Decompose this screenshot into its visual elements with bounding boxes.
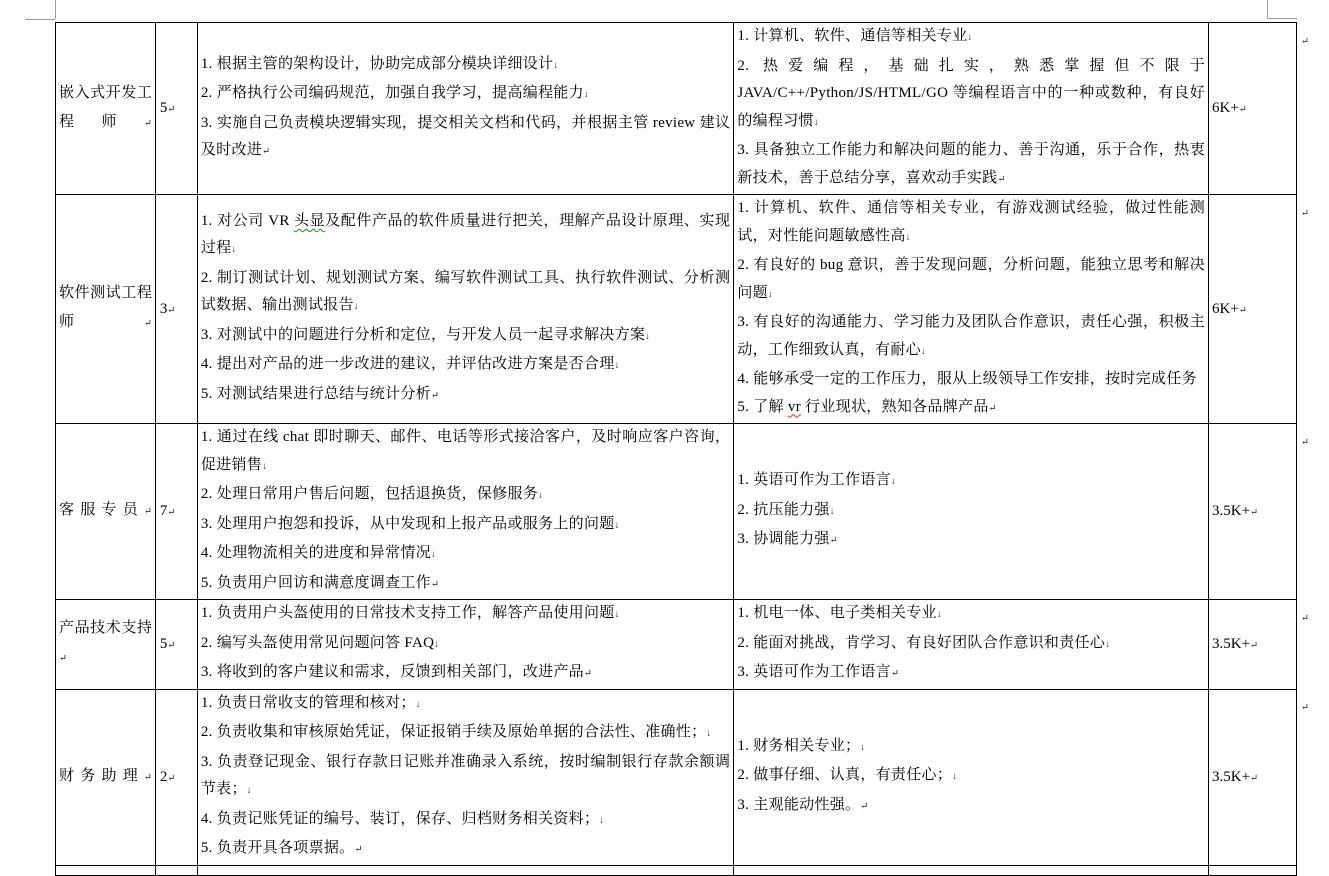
text-run: 2. 做事仔细、认真，有责任心；↓ bbox=[737, 767, 957, 784]
paragraph bbox=[1212, 301, 1296, 318]
text-run: 2. 负责收集和审核原始凭证，保证报销手续及原始单据的合法性、准确性；↓ bbox=[200, 724, 712, 740]
headcount-cell bbox=[155, 600, 197, 690]
paragraph bbox=[201, 51, 730, 81]
headcount-cell bbox=[155, 424, 197, 600]
paragraph bbox=[737, 733, 1205, 763]
salary-cell bbox=[1209, 195, 1297, 424]
table-row bbox=[56, 195, 1329, 424]
paragraph bbox=[201, 351, 730, 381]
row-end-mark-cell bbox=[1296, 195, 1328, 424]
paragraph bbox=[737, 762, 1205, 792]
row-end-mark-cell bbox=[1296, 689, 1328, 865]
text-run: 1. 对公司 VR bbox=[200, 212, 294, 229]
text-run: 3.5K+↵ bbox=[1212, 503, 1259, 519]
paragraph bbox=[201, 719, 730, 749]
requirements-cell bbox=[734, 600, 1209, 690]
salary-cell bbox=[1209, 865, 1297, 875]
row-end-mark-cell bbox=[1296, 23, 1328, 195]
job-title-cell bbox=[56, 195, 156, 424]
paragraph bbox=[160, 769, 195, 786]
paragraph-mark: ↵ bbox=[1250, 640, 1259, 651]
paragraph-mark: ↵ bbox=[430, 579, 439, 590]
paragraph-mark: ↵ bbox=[583, 669, 592, 679]
text-run: 4. 提出对产品的进一步改进的建议，并评估改进方案是否合理↓ bbox=[200, 356, 620, 373]
paragraph-mark: ↵ bbox=[354, 845, 363, 855]
text-run: 2. 热爱编程，基础扎实，熟悉掌握但不限于 JAVA/C++/Python/JS/HTML/GO 等编程语言中的一种或数种，有良好的编程习惯↓ bbox=[737, 57, 1206, 129]
line-break-mark: ↓ bbox=[430, 550, 436, 560]
paragraph bbox=[737, 659, 1205, 689]
paragraph-mark: ↵ bbox=[1238, 105, 1247, 115]
text-run: 3. 实施自己负责模块逻辑实现，提交相关文档和代码，并根据主管 review 建议及时改进↵ bbox=[200, 114, 731, 158]
crop-mark-top-right-horizontal bbox=[1267, 18, 1297, 19]
text-run: 6K+↵ bbox=[1212, 300, 1247, 317]
line-break-mark: ↓ bbox=[614, 520, 620, 531]
paragraph bbox=[201, 80, 730, 110]
paragraph-mark: ↵ bbox=[430, 390, 439, 401]
text-run bbox=[1301, 433, 1309, 449]
job-title-cell bbox=[56, 689, 156, 865]
salary-cell bbox=[1209, 424, 1297, 600]
text-run: 2. 严格执行公司编码规范，加强自我学习，提高编程能力↓ bbox=[200, 85, 589, 101]
text-run: 客服专员↵ bbox=[59, 502, 152, 518]
line-break-mark: ↓ bbox=[905, 232, 911, 243]
text-run: 3↵ bbox=[159, 300, 176, 317]
paragraph-mark: ↵ bbox=[143, 772, 152, 783]
paragraph bbox=[201, 424, 730, 481]
line-break-mark: ↓ bbox=[614, 361, 620, 372]
line-break-mark: ↓ bbox=[813, 117, 819, 128]
paragraph bbox=[737, 195, 1205, 252]
paragraph bbox=[201, 630, 730, 660]
paragraph bbox=[1301, 433, 1328, 450]
line-break-mark: ↓ bbox=[583, 90, 589, 100]
crop-mark-top-left-horizontal bbox=[25, 19, 55, 20]
table-row bbox=[56, 689, 1329, 865]
text-run: 及配件产品的软件质量进行把关，理解产品设计原理、实现过程↓ bbox=[200, 212, 731, 257]
duties-cell bbox=[197, 865, 733, 875]
text-run bbox=[1301, 204, 1309, 220]
paragraph bbox=[201, 481, 730, 511]
paragraph bbox=[201, 511, 730, 541]
text-run: 2. 抗压能力强↓ bbox=[737, 501, 835, 518]
line-break-mark: ↓ bbox=[434, 639, 439, 650]
line-break-mark: ↓ bbox=[767, 289, 773, 300]
paragraph bbox=[201, 208, 730, 265]
text-run: 1. 计算机、软件、通信等相关专业↓ bbox=[737, 28, 973, 44]
duties-cell bbox=[197, 23, 733, 195]
text-run: 3. 对测试中的问题进行分析和定位，与开发人员一起寻求解决方案↓ bbox=[200, 326, 650, 343]
requirements-cell bbox=[734, 865, 1209, 875]
requirements-cell bbox=[734, 689, 1209, 865]
text-run: 4. 处理物流相关的进度和异常情况↓ bbox=[200, 545, 436, 561]
text-run: 3. 具备独立工作能力和解决问题的能力、善于沟通，乐于合作，热衷新技术，善于总结分享，喜欢动手实践↵ bbox=[737, 142, 1206, 186]
paragraph bbox=[737, 23, 1205, 53]
duties-cell bbox=[197, 600, 733, 690]
text-run: 6K+↵ bbox=[1212, 100, 1247, 116]
row-end-mark-cell bbox=[1296, 600, 1328, 690]
text-run bbox=[1301, 698, 1309, 714]
line-break-mark: ↓ bbox=[553, 60, 559, 71]
paragraph-mark: ↵ bbox=[167, 105, 176, 115]
paragraph-mark: ↵ bbox=[167, 508, 176, 518]
paragraph-mark: ↵ bbox=[1250, 773, 1259, 784]
text-run: 产品技术支持↵ bbox=[59, 620, 152, 665]
text-run: 1. 通过在线 chat 即时聊天、邮件、电话等形式接洽客户，及时响应客户咨询，促进销售↓ bbox=[200, 429, 731, 473]
salary-cell bbox=[1209, 689, 1297, 865]
line-break-mark: ↓ bbox=[936, 610, 942, 620]
text-run: 3.5K+↵ bbox=[1212, 768, 1259, 785]
paragraph bbox=[737, 526, 1205, 556]
salary-cell bbox=[1209, 600, 1297, 690]
line-break-mark: ↓ bbox=[231, 245, 237, 256]
paragraph bbox=[59, 496, 152, 527]
text-run: 3. 处理用户抱怨和投诉，从中发现和上报产品或服务上的问题↓ bbox=[200, 515, 620, 532]
paragraph-mark: ↵ bbox=[143, 507, 152, 517]
text-run: 5. 负责用户回访和满意度调查工作↵ bbox=[200, 574, 439, 591]
text-run: 1. 英语可作为工作语言↓ bbox=[737, 472, 896, 489]
text-run: 1. 负责用户头盔使用的日常技术支持工作，解答产品使用问题↓ bbox=[200, 605, 620, 621]
text-run: 1. 计算机、软件、通信等相关专业，有游戏测试经验，做过性能测试，对性能问题敏感性高↓ bbox=[737, 200, 1206, 244]
line-break-mark: ↓ bbox=[262, 461, 267, 472]
line-break-mark: ↓ bbox=[920, 346, 926, 357]
paragraph bbox=[1301, 32, 1328, 49]
duties-cell bbox=[197, 689, 733, 865]
paragraph bbox=[201, 265, 730, 322]
text-run: 3. 主观能动性强。↵ bbox=[737, 796, 869, 813]
paragraph bbox=[737, 394, 1205, 424]
table-row bbox=[56, 600, 1329, 690]
paragraph-mark: ↵ bbox=[1300, 613, 1309, 624]
headcount-cell bbox=[155, 195, 197, 424]
paragraph-mark: ↵ bbox=[143, 319, 152, 329]
text-run: 2↵ bbox=[159, 768, 176, 785]
line-break-mark: ↓ bbox=[353, 302, 359, 313]
headcount-cell bbox=[155, 689, 197, 865]
paragraph bbox=[737, 792, 1205, 822]
line-break-mark: ↓ bbox=[967, 33, 973, 43]
text-run: 1. 根据主管的架构设计，协助完成部分模块详细设计↓ bbox=[200, 55, 559, 72]
requirements-cell bbox=[734, 424, 1209, 600]
paragraph-mark: ↵ bbox=[167, 773, 176, 784]
paragraph bbox=[1212, 100, 1296, 117]
text-run: 3.5K+↵ bbox=[1212, 635, 1259, 652]
paragraph bbox=[59, 762, 152, 793]
crop-mark-top-left-vertical bbox=[55, 0, 56, 19]
table-row bbox=[56, 424, 1329, 600]
paragraph bbox=[201, 749, 730, 806]
paragraph bbox=[201, 659, 730, 689]
paragraph-mark: ↵ bbox=[1300, 703, 1309, 713]
paragraph-mark: ↵ bbox=[1238, 305, 1247, 316]
text-run: 2. 有良好的 bug 意识，善于发现问题，分析问题，能独立思考和解决问题↓ bbox=[737, 257, 1206, 301]
paragraph bbox=[737, 137, 1205, 194]
paragraph bbox=[201, 806, 730, 836]
table-row bbox=[56, 23, 1329, 195]
paragraph bbox=[201, 322, 730, 352]
text-run: 2. 能面对挑战，肯学习、有良好团队合作意识和责任心↓ bbox=[737, 634, 1110, 651]
job-table bbox=[55, 22, 1329, 876]
text-run: 5↵ bbox=[159, 635, 176, 652]
paragraph-mark: ↵ bbox=[997, 174, 1006, 185]
text-run: 1. 财务相关专业；↓ bbox=[737, 737, 866, 754]
paragraph bbox=[201, 835, 730, 865]
line-break-mark: ↓ bbox=[614, 610, 620, 620]
paragraph bbox=[59, 279, 152, 339]
text-run: 7↵ bbox=[159, 503, 176, 519]
text-run: 软件测试工程师↵ bbox=[59, 285, 152, 330]
line-break-mark: ↓ bbox=[645, 331, 650, 342]
text-run: 5. 对测试结果进行总结与统计分析↵ bbox=[200, 385, 439, 402]
paragraph bbox=[737, 497, 1205, 527]
text-run: 4. 能够承受一定的工作压力，服从上级领导工作安排，按时完成任务 bbox=[737, 371, 1197, 387]
text-run: 3. 英语可作为工作语言↵ bbox=[737, 664, 899, 680]
text-run: 3. 将收到的客户建议和需求，反馈到相关部门，改进产品↵ bbox=[200, 664, 592, 680]
text-run: 财务助理↵ bbox=[59, 767, 152, 784]
paragraph-mark: ↵ bbox=[167, 640, 176, 651]
row-end-mark-cell bbox=[1296, 424, 1328, 600]
job-title-cell bbox=[56, 865, 156, 875]
text-run: 2. 处理日常用户售后问题，包括退换货，保修服务↓ bbox=[200, 486, 543, 502]
paragraph-mark: ↵ bbox=[1300, 36, 1309, 47]
paragraph bbox=[737, 366, 1205, 394]
paragraph bbox=[1301, 698, 1328, 715]
line-break-mark: ↓ bbox=[246, 786, 252, 796]
paragraph bbox=[59, 614, 152, 674]
paragraph bbox=[737, 467, 1205, 497]
text-run bbox=[1301, 609, 1309, 625]
text-run: 5. 了解 bbox=[737, 398, 788, 415]
job-title-cell bbox=[56, 424, 156, 600]
paragraph bbox=[160, 503, 195, 520]
text-run: 1. 负责日常收支的管理和核对；↓ bbox=[200, 694, 421, 711]
paragraph bbox=[59, 79, 152, 139]
paragraph-mark: ↵ bbox=[59, 654, 67, 665]
paragraph-mark: ↵ bbox=[1250, 508, 1259, 518]
job-title-cell bbox=[56, 600, 156, 690]
text-run: 3. 有良好的沟通能力、学习能力及团队合作意识，责任心强，积极主动，工作细致认真，有耐心↓ bbox=[737, 314, 1206, 358]
paragraph bbox=[160, 301, 195, 318]
duties-cell bbox=[197, 195, 733, 424]
paragraph bbox=[201, 570, 730, 600]
line-break-mark: ↓ bbox=[706, 729, 712, 739]
paragraph bbox=[201, 110, 730, 167]
paragraph bbox=[1212, 636, 1296, 653]
paragraph bbox=[737, 600, 1205, 630]
requirements-cell bbox=[734, 23, 1209, 195]
paragraph bbox=[201, 540, 730, 570]
paragraph-mark: ↵ bbox=[860, 801, 869, 812]
paragraph bbox=[201, 690, 730, 720]
row-end-mark-cell bbox=[1296, 865, 1328, 875]
paragraph-mark: ↵ bbox=[262, 147, 271, 157]
line-break-mark: ↓ bbox=[952, 772, 957, 783]
line-break-mark: ↓ bbox=[860, 742, 866, 753]
text-run: 2. 制订测试计划、规划测试方案、编写软件测试工具、执行软件测试、分析测试数据、输出测试报告↓ bbox=[200, 269, 731, 314]
paragraph bbox=[1301, 204, 1328, 221]
line-break-mark: ↓ bbox=[890, 477, 896, 488]
paragraph bbox=[737, 252, 1205, 309]
paragraph-mark: ↵ bbox=[890, 669, 899, 679]
line-break-mark: ↓ bbox=[415, 699, 421, 710]
text-run: 5. 负责开具各项票据。↵ bbox=[200, 840, 363, 856]
line-break-mark: ↓ bbox=[538, 491, 543, 501]
text-run: 行业现状，熟知各品牌产品↵ bbox=[801, 398, 997, 415]
paragraph bbox=[201, 600, 730, 630]
paragraph bbox=[201, 381, 730, 411]
paragraph-mark: ↵ bbox=[1300, 437, 1309, 448]
text-run: 1. 机电一体、电子类相关专业↓ bbox=[737, 605, 942, 621]
duties-cell bbox=[197, 424, 733, 600]
paragraph bbox=[1212, 503, 1296, 520]
text-run bbox=[1301, 32, 1309, 48]
paragraph-mark: ↵ bbox=[143, 118, 152, 129]
paragraph bbox=[1212, 769, 1296, 786]
paragraph bbox=[737, 53, 1205, 138]
line-break-mark: ↓ bbox=[829, 506, 835, 517]
paragraph bbox=[160, 100, 195, 117]
paragraph bbox=[737, 630, 1205, 660]
text-run: 3. 负责登记现金、银行存款日记账并准确录入系统，按时编制银行存款余额调节表；↓ bbox=[200, 753, 731, 797]
text-run: 嵌入式开发工程师↵ bbox=[59, 84, 152, 130]
text-run: 4. 负责记账凭证的编号、装订，保存、归档财务相关资料；↓ bbox=[200, 810, 605, 827]
paragraph-mark: ↵ bbox=[988, 403, 997, 414]
job-title-cell bbox=[56, 23, 156, 195]
paragraph bbox=[737, 309, 1205, 366]
text-run: 2. 编写头盔使用常见问题问答 FAQ↓ bbox=[200, 634, 439, 651]
text-run: 5↵ bbox=[159, 100, 176, 116]
paragraph-mark: ↵ bbox=[1300, 208, 1309, 219]
job-table-body bbox=[56, 23, 1329, 876]
crop-mark-top-right-vertical bbox=[1267, 0, 1268, 18]
paragraph-mark: ↵ bbox=[829, 536, 838, 547]
spellcheck-underlined-text: vr bbox=[787, 398, 801, 415]
line-break-mark: ↓ bbox=[1105, 639, 1110, 650]
table-row bbox=[56, 865, 1329, 875]
headcount-cell bbox=[155, 865, 197, 875]
line-break-mark: ↓ bbox=[599, 815, 605, 826]
paragraph bbox=[1301, 609, 1328, 626]
headcount-cell bbox=[155, 23, 197, 195]
requirements-cell bbox=[734, 195, 1209, 424]
paragraph-mark: ↵ bbox=[167, 305, 176, 316]
text-run: 3. 协调能力强↵ bbox=[737, 531, 838, 548]
spellcheck-underlined-text: 头显 bbox=[293, 212, 326, 229]
salary-cell bbox=[1209, 23, 1297, 195]
paragraph bbox=[160, 636, 195, 653]
